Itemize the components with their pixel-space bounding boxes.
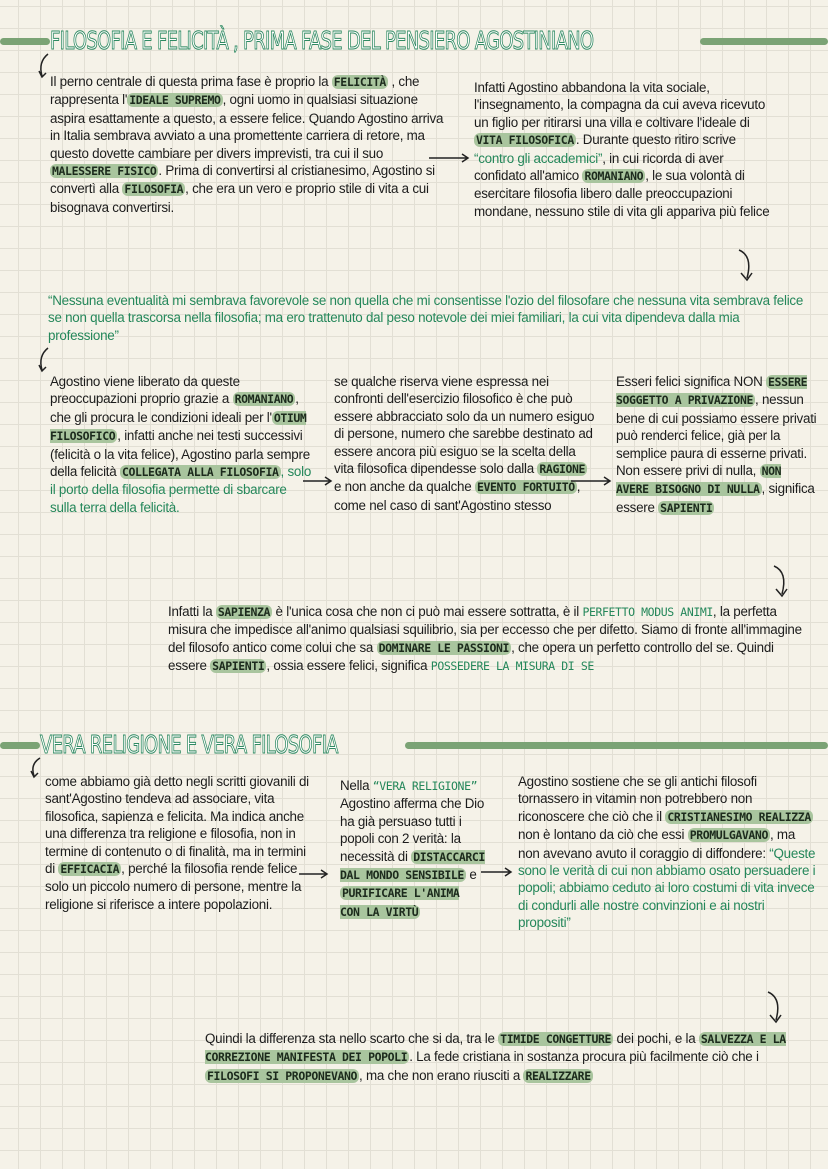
column-efficacia [45, 773, 313, 913]
highlighted-term: MALESSERE FISICO [52, 164, 157, 179]
highlighted-term: ROMANIANO [234, 392, 294, 407]
text-segment: . Prima di convertirsi al cristianesimo, Agostino si convertì alla [50, 163, 435, 197]
text-segment: , perché la filosofia rende felice solo un piccolo numero di persone, mentre la religione si riferisce a intere popolazioni. [45, 861, 302, 912]
curved-arrow-icon [735, 248, 757, 284]
text-segment: , ma non avevano avuto il coraggio di diffondere: [518, 827, 796, 861]
column-felici [616, 373, 818, 517]
highlighted-term: DOMINARE LE PASSIONI [378, 640, 510, 655]
column-romaniano [50, 373, 312, 516]
green-text: POSSEDERE LA MISURA DI SE [430, 659, 594, 674]
title-bar-right [405, 742, 828, 749]
text-segment: Agostino viene liberato da queste preoccupazioni proprio grazie a [50, 374, 240, 407]
text-segment: e [465, 867, 477, 883]
highlighted-term: ROMANIANO [584, 169, 644, 184]
curved-arrow-icon [770, 564, 792, 600]
column-antichi-filosofi [518, 773, 818, 932]
highlighted-term: RAGIONE [539, 462, 586, 477]
right-arrow-icon [570, 475, 614, 487]
highlighted-term: SALVEZZA E LA CORREZIONE MANIFESTA DEI POPOLI [205, 1032, 786, 1065]
paragraph-intro [50, 73, 445, 216]
text-segment: dei pochi, e la [613, 1031, 699, 1046]
title-bar-left [0, 38, 50, 45]
highlighted-term: SAPIENZA [217, 605, 271, 619]
text-segment: , significa essere [616, 481, 815, 515]
green-text: “VERA RELIGIONE” [372, 779, 478, 793]
text-segment: , che rappresenta l' [50, 74, 420, 108]
green-text: PERFETTO MODUS ANIMI [582, 605, 713, 619]
text-segment: se qualche riserva viene espressa nei confronti dell'esercizio filosofico è che può essere abbracciato solo da un numero esiguo di persone, numero che sarebbe destinato ad essere ancora più esiguo se la scelta della vita filosofica dipendesse solo dalla [334, 374, 595, 477]
text-segment: , che gli procura le condizioni ideali per l' [50, 391, 299, 425]
text-segment: come abbiamo già detto negli scritti giovanili di sant'Agostino tendeva ad associare, vita filosofica, sapienza e felicita. Ma indica anche una differenza tra religione e filosofia, non in termine di contenuto o di finalità, ma in termini di [45, 774, 309, 877]
highlighted-term: FILOSOFI SI PROPONEVANO [207, 1068, 358, 1083]
column-vera-religione [340, 777, 485, 921]
highlighted-term: EVENTO FORTUITO [476, 480, 575, 495]
right-arrow-icon [298, 868, 330, 880]
highlighted-term: ESSERE SOGGETTO A PRIVAZIONE [616, 375, 808, 408]
curved-arrow-icon [764, 990, 786, 1026]
text-segment: non è lontano da ciò che essi [518, 827, 688, 843]
green-text: “Nessuna eventualità mi sembrava favorevole se non quella che mi consentisse l'ozio del filosofare che nessuna vita sembrava felice se non quella trascorsa nella filosofia; ma ero trattenuto dal peso notevole dei miei familiari, la cui vita dipendeva dalla mia professione” [48, 293, 804, 343]
quote-block [48, 292, 813, 344]
text-segment: , le sua volontà di esercitare filosofia libero dalle preoccupazioni mondane, nessuno stile di vita gli appariva più felice [474, 168, 770, 219]
title-bar-right [700, 38, 828, 45]
highlighted-term: PURIFICARE L'ANIMA CON LA VIRTÙ [340, 886, 460, 919]
text-segment: Agostino afferma che Dio ha già persuaso tutti i popoli con 2 verità: la necessità di [340, 796, 485, 864]
text-segment: Agostino sostiene che se gli antichi filosofi tornassero in vitamin non potrebbero non riconoscere che ciò che il [518, 774, 757, 824]
text-segment: , che opera un perfetto controllo del se. Quindi essere [168, 639, 774, 674]
section-title: FILOSOFIA E FELICITÀ , PRIMA FASE DEL PENSIERO AGOSTINIANO [50, 26, 594, 55]
highlighted-term: COLLEGATA ALLA FILOSOFIA [121, 465, 279, 480]
highlighted-term: SAPIENTI [660, 500, 713, 515]
column-riserva [334, 373, 596, 514]
highlighted-term: CRISTIANESIMO REALIZZA [667, 809, 811, 824]
text-segment: , infatti anche nei testi successivi (felicità o la vita felice), Agostino parla sempre della felicità [50, 428, 310, 480]
paragraph-sapienza [168, 603, 808, 676]
text-segment: Esseri felici significa NON [616, 374, 767, 389]
green-text: , solo il porto della filosofia permette di sbarcare sulla terra della felicità. [50, 464, 312, 515]
highlighted-term: PROMULGAVANO [689, 828, 768, 843]
text-segment: , nessun bene di cui possiamo essere privati può renderci felice, già per la semplice paura di esserne privati. Non essere privi di nulla, [616, 392, 817, 479]
highlighted-term: DISTACCARCI DAL MONDO SENSIBILE [340, 849, 485, 883]
text-segment: , ogni uomo in qualsiasi situazione aspira esattamente a questo, a essere felice. Quando Agostino arriva in Italia sembrava avviato a una promettente carriera di retore, ma questo dovette cambiare per divers imprevisti, tra cui il suo [50, 92, 444, 161]
right-arrow-icon [480, 866, 514, 878]
text-segment: . La fede cristiana in sostanza procura più facilmente ciò che i [409, 1049, 759, 1065]
text-segment: Nella [340, 778, 373, 793]
paragraph-retreat [474, 79, 774, 220]
text-segment: , come nel caso di sant'Agostino stesso [334, 479, 581, 513]
highlighted-term: NON AVERE BISOGNO DI NULLA [616, 464, 782, 497]
green-text: “contro gli accademici” [474, 150, 603, 166]
text-segment: , in cui ricorda di aver confidato all'amico [474, 150, 724, 184]
highlighted-term: OTIUM FILOSOFICO [50, 410, 307, 444]
highlighted-term: REALIZZARE [525, 1068, 591, 1083]
section-title: VERA RELIGIONE E VERA FILOSOFIA [40, 730, 338, 759]
highlighted-term: EFFICACIA [60, 862, 120, 877]
text-segment: , la perfetta misura che impedisce all'animo qualsiasi squilibrio, sia per eccesso che per difetto. Siamo di fronte all'immagine del filosofo antico come colui che sa [168, 604, 802, 655]
highlighted-term: IDEALE SUPREMO [129, 93, 221, 108]
highlighted-term: VITA FILOSOFICA [476, 133, 574, 148]
text-segment: Il perno centrale di questa prima fase è proprio la [50, 74, 332, 89]
text-segment: , ma che non erano riusciti a [359, 1067, 524, 1083]
text-segment: Infatti Agostino abbandona la vita sociale, l'insegnamento, la compagna da cui aveva ricevuto un figlio per ritirarsi una villa e coltivare l'ideale di [474, 80, 766, 130]
text-segment: è l'unica cosa che non ci può mai essere sottratta, è il [272, 604, 583, 619]
text-segment: e non anche da qualche [334, 479, 475, 495]
text-segment: Infatti la [168, 604, 216, 619]
text-segment: , ossia essere felici, significa [266, 658, 431, 674]
right-arrow-icon [302, 475, 334, 487]
title-bar-left [0, 742, 40, 749]
highlighted-term: TIMIDE CONGETTURE [500, 1032, 612, 1046]
green-text: “Queste sono le verità di cui non abbiamo osato persuadere i popoli; abbiamo ceduto ai loro costumi di vita invece di condurli alle nostre convinzioni e ai nostri propositi” [518, 845, 816, 931]
paragraph-conclusion [205, 1030, 787, 1085]
highlighted-term: FELICITÀ [333, 75, 386, 89]
text-segment: . Durante questo ritiro scrive [575, 132, 736, 148]
text-segment: , che era un vero e proprio stile di vita a cui bisognava convertirsi. [50, 181, 429, 215]
curved-arrow-icon [36, 346, 56, 374]
right-arrow-icon [428, 152, 472, 164]
text-segment: Quindi la differenza sta nello scarto che si da, tra le [205, 1031, 499, 1046]
highlighted-term: FILOSOFIA [124, 182, 184, 197]
highlighted-term: SAPIENTI [212, 659, 265, 674]
